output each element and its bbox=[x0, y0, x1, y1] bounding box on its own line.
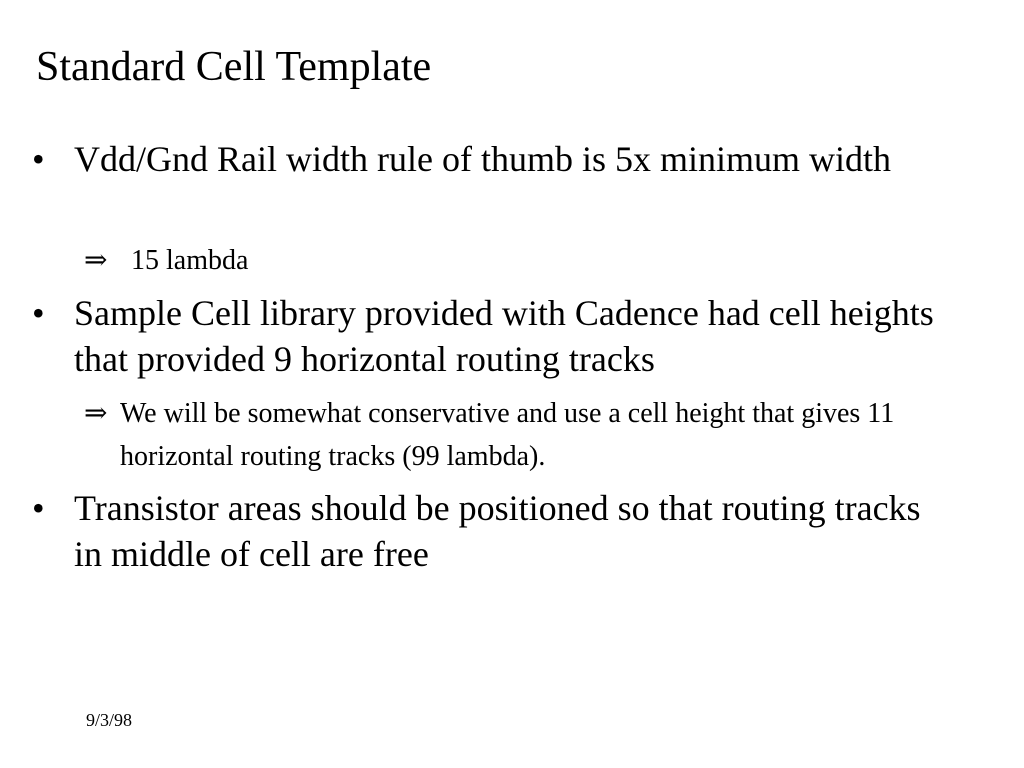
bullet-marker: • bbox=[32, 293, 45, 333]
bullet-text: Transistor areas should be positioned so that routing tracks in middle of cell are free bbox=[74, 488, 921, 574]
slide-title: Standard Cell Template bbox=[36, 44, 432, 90]
bullet-text: Vdd/Gnd Rail width rule of thumb is 5x minimum width bbox=[74, 139, 891, 179]
bullet-marker: • bbox=[32, 139, 45, 179]
bullet-marker: • bbox=[32, 488, 45, 528]
implies-arrow-icon: ⇒ bbox=[84, 398, 108, 429]
bullet-text: Sample Cell library provided with Cadence had cell heights that provided 9 horizontal routing tracks bbox=[74, 293, 934, 379]
implies-arrow-icon: ⇒ bbox=[84, 245, 108, 276]
sub-bullet-text: We will be somewhat conservative and use a cell height that gives 11 horizontal routing tracks (99 lambda). bbox=[120, 398, 895, 472]
sub-bullet-text: 15 lambda bbox=[131, 245, 249, 276]
footer-date: 9/3/98 bbox=[86, 710, 133, 730]
